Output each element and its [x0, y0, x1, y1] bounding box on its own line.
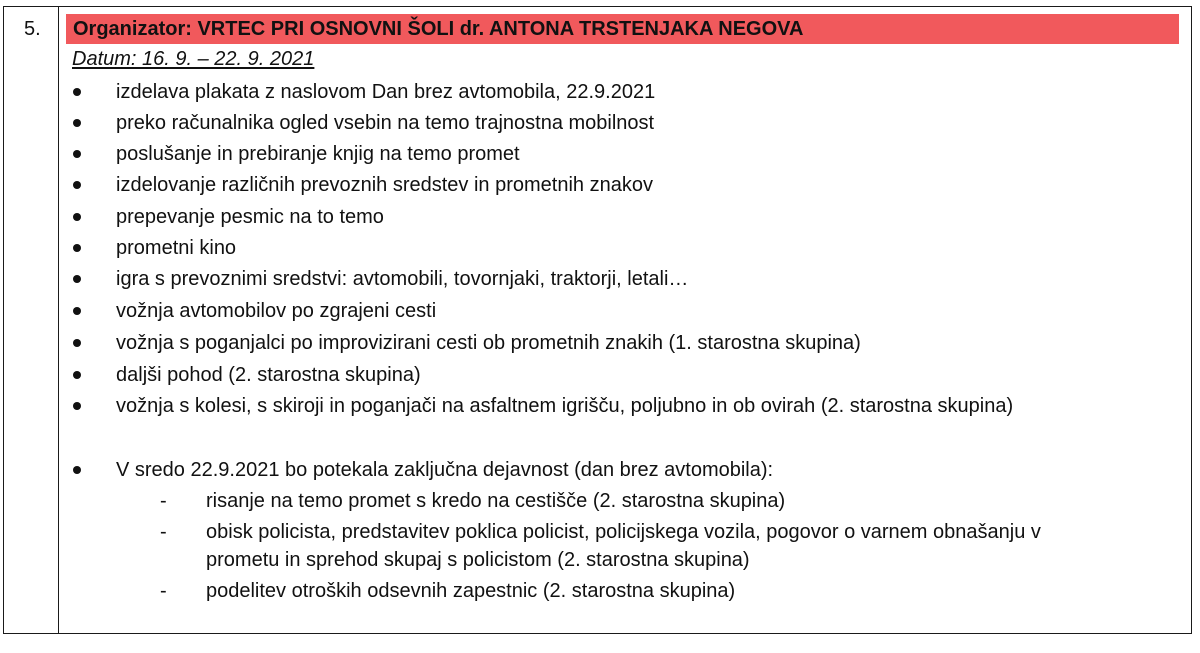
list-item-text: igra s prevoznimi sredstvi: avtomobili, tovornjaki, traktorji, letali…	[116, 268, 689, 290]
list-item-text: prepevanje pesmic na to temo	[116, 206, 384, 228]
list-item-text: vožnja avtomobilov po zgrajeni cesti	[116, 300, 437, 322]
bullet-icon	[73, 466, 81, 474]
sub-item-text-continued: prometu in sprehod skupaj s policistom (2. starostna skupina)	[206, 549, 750, 571]
final-event-text: V sredo 22.9.2021 bo potekala zaključna dejavnost (dan brez avtomobila):	[116, 459, 774, 481]
bullet-icon	[73, 275, 81, 283]
bullet-icon	[73, 244, 81, 252]
sub-item-text: podelitev otroških odsevnih zapestnic (2. starostna skupina)	[206, 580, 736, 602]
column-divider	[58, 6, 59, 634]
dash-marker: -	[160, 580, 167, 602]
sub-item-text: risanje na temo promet s kredo na cestišče (2. starostna skupina)	[206, 490, 786, 512]
dash-marker: -	[160, 521, 167, 543]
list-item-text: vožnja s poganjalci po improvizirani cesti ob prometnih znakih (1. starostna skupina)	[116, 332, 861, 354]
bullet-icon	[73, 119, 81, 127]
list-item-text: izdelovanje različnih prevoznih sredstev in prometnih znakov	[116, 174, 653, 196]
bullet-icon	[73, 88, 81, 96]
sub-item-text: obisk policista, predstavitev poklica policist, policijskega vozila, pogovor o varnem obnašanju v	[206, 521, 1041, 543]
bullet-icon	[73, 402, 81, 410]
bullet-icon	[73, 150, 81, 158]
list-item-text: daljši pohod (2. starostna skupina)	[116, 364, 421, 386]
organizer-heading: Organizator: VRTEC PRI OSNOVNI ŠOLI dr. ANTONA TRSTENJAKA NEGOVA	[66, 14, 1179, 44]
list-item-text: prometni kino	[116, 237, 237, 259]
list-item-text: izdelava plakata z naslovom Dan brez avtomobila, 22.9.2021	[116, 81, 656, 103]
list-item-text: poslušanje in prebiranje knjig na temo promet	[116, 143, 520, 165]
bullet-icon	[73, 181, 81, 189]
list-item-text: preko računalnika ogled vsebin na temo trajnostna mobilnost	[116, 112, 655, 134]
date-range: Datum: 16. 9. – 22. 9. 2021	[72, 48, 315, 70]
bullet-icon	[73, 213, 81, 221]
row-number: 5.	[24, 18, 41, 40]
bullet-icon	[73, 371, 81, 379]
dash-marker: -	[160, 490, 167, 512]
bullet-icon	[73, 339, 81, 347]
list-item-text: vožnja s kolesi, s skiroji in poganjači na asfaltnem igrišču, poljubno in ob ovirah (2. starostna skupina)	[116, 395, 1014, 417]
bullet-icon	[73, 307, 81, 315]
